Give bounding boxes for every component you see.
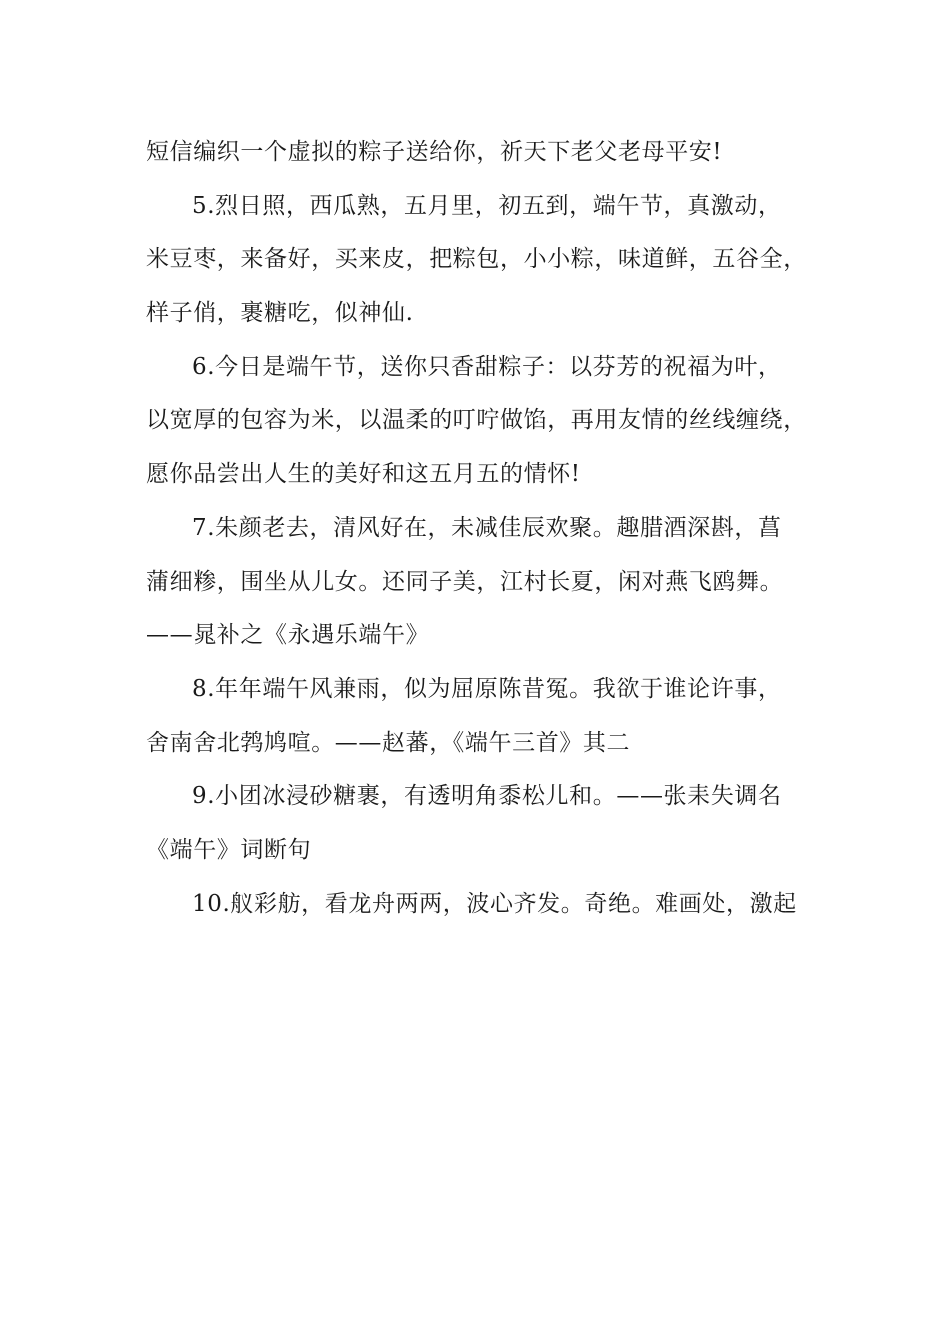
text-line: 短信编织一个虚拟的粽子送给你，祈天下老父老母平安! (146, 139, 723, 165)
text-line: 样子俏，裹糖吃，似神仙. (146, 300, 414, 327)
text-line: 5.烈日照，西瓜熟，五月里，初五到，端午节，真激动， (192, 192, 782, 219)
text-line: 《端午》词断句 (146, 836, 312, 863)
text-line: 8.年年端午风兼雨，似为屈原陈昔冤。我欲于谁论许事， (192, 675, 782, 702)
text-line: 9.小团冰浸砂糖裹，有透明角黍松儿和。——张耒失调名 (192, 783, 782, 810)
text-line: ——晁补之《永遇乐端午》 (146, 622, 430, 649)
document-body (146, 126, 806, 931)
text-line: 愿你品尝出人生的美好和这五月五的情怀! (146, 461, 581, 488)
text-line: 以宽厚的包容为米，以温柔的叮咛做馅，再用友情的丝线缠绕， (146, 407, 807, 434)
text-line: 蒲细糁，围坐从儿女。还同子美，江村长夏，闲对燕飞鸥舞。 (146, 568, 784, 595)
text-line: 米豆枣，来备好，买来皮，把粽包，小小粽，味道鲜，五谷全， (146, 246, 807, 273)
text-line: 10.舣彩舫，看龙舟两两，波心齐发。奇绝。难画处，激起 (192, 890, 797, 917)
text-line: 舍南舍北鹁鸠喧。——赵蕃，《端午三首》其二 (146, 729, 631, 756)
text-line: 7.朱颜老去，清风好在，未减佳辰欢聚。趣腊酒深斟，菖 (192, 514, 782, 541)
text-line: 6.今日是端午节，送你只香甜粽子：以芬芳的祝福为叶， (192, 353, 782, 380)
